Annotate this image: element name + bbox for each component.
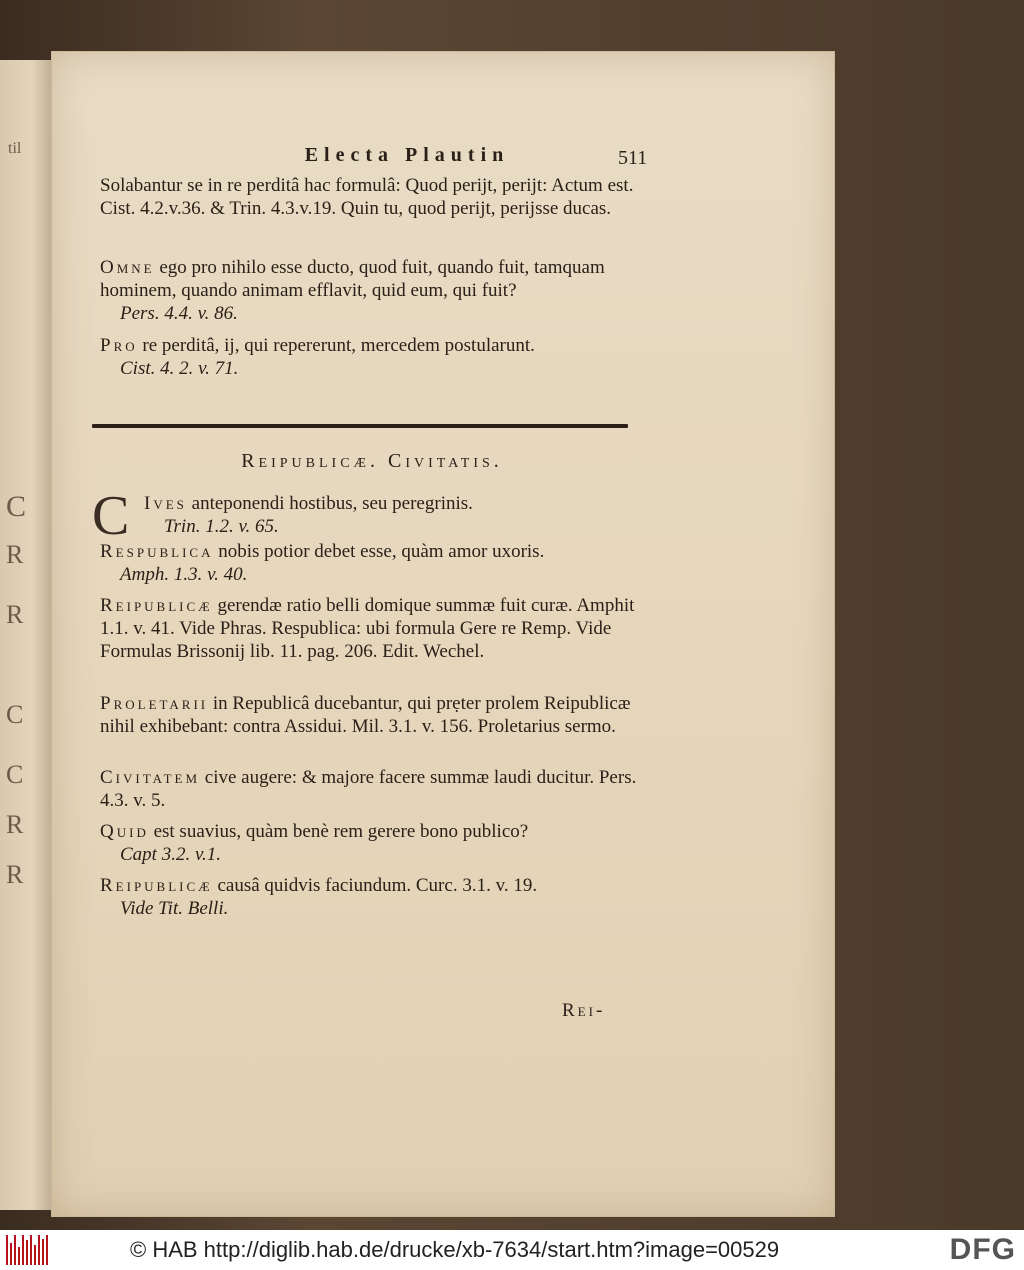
entry-text: est suavius, quàm benè rem gerere bono publico? bbox=[148, 821, 529, 842]
entry bbox=[100, 256, 655, 325]
entry-text: causâ quidvis faciundum. Curc. 3.1. v. 19. bbox=[212, 875, 538, 896]
entry bbox=[100, 820, 655, 866]
entry-lead: Ives bbox=[144, 493, 187, 514]
entry-lead: Quid bbox=[100, 821, 149, 842]
section-title: Reipublicæ. Civitatis. bbox=[241, 450, 503, 472]
entry-lead: Reipublicæ bbox=[100, 875, 213, 896]
catchword: Rei- bbox=[562, 1000, 606, 1021]
entry bbox=[100, 692, 655, 738]
entry-lead: Civitatem bbox=[100, 767, 201, 788]
entry-reference: Amph. 1.3. v. 40. bbox=[120, 564, 248, 585]
prev-page-fragment: R bbox=[6, 600, 24, 629]
entry-lead: Omne bbox=[100, 257, 155, 278]
prev-page-fragment: R bbox=[6, 810, 24, 839]
page-number: 511 bbox=[618, 147, 648, 169]
dfg-logo: DFG bbox=[949, 1233, 1016, 1266]
prev-page-fragment: til bbox=[8, 140, 22, 157]
prev-page-fragment: C bbox=[6, 700, 24, 729]
entry bbox=[100, 766, 655, 812]
entry-text: anteponendi hostibus, seu peregrinis. bbox=[186, 493, 473, 514]
prev-page-fragment: C bbox=[6, 490, 27, 523]
entry-reference: Vide Tit. Belli. bbox=[120, 898, 229, 919]
footer-bar bbox=[0, 1230, 1024, 1270]
entry-text: ego pro nihilo esse ducto, quod fuit, quando fuit, tamquam hominem, quando animam efflavit, quid eum, qui fuit? bbox=[100, 257, 605, 301]
entry-lead: Pro bbox=[100, 335, 138, 356]
prev-page-fragment: R bbox=[6, 860, 24, 889]
entry bbox=[100, 174, 655, 220]
book-page bbox=[52, 52, 834, 1216]
entry bbox=[100, 540, 655, 586]
entry-lead: Reipublicæ bbox=[100, 595, 213, 616]
entry-reference: Cist. 4. 2. v. 71. bbox=[120, 358, 239, 379]
entry-reference: Capt 3.2. v.1. bbox=[120, 844, 221, 865]
entry-text: gerendæ ratio belli domique summæ fuit curæ. Amphit 1.1. v. 41. Vide Phras. Respublica: ubi formula Gere re Remp. Vide Formulas Brissonij lib. 11. pag. 206. Edit. Wechel. bbox=[100, 595, 635, 662]
copyright-link[interactable]: © HAB http://diglib.hab.de/drucke/xb-7634/start.htm?image=00529 bbox=[130, 1237, 780, 1262]
entry bbox=[144, 492, 654, 538]
entry-text: nobis potior debet esse, quàm amor uxoris. bbox=[213, 541, 545, 562]
entry-text: re perditâ, ij, qui repererunt, mercedem postularunt. bbox=[137, 335, 535, 356]
section-rule bbox=[92, 424, 628, 428]
entry-reference: Trin. 1.2. v. 65. bbox=[164, 516, 279, 537]
drop-capital: C bbox=[92, 485, 130, 547]
entry-lead: Respublica bbox=[100, 541, 214, 562]
entry-reference: Pers. 4.4. v. 86. bbox=[120, 303, 238, 324]
hab-logo-icon bbox=[6, 1235, 50, 1265]
prev-page-fragment: C bbox=[6, 760, 24, 789]
entry-text: Solabantur se in re perditâ hac formulâ: Quod perijt, perijt: Actum est. Cist. 4.2.v.36. & Trin. 4.3.v.19. Quin tu, quod perijt, perijsse ducas. bbox=[100, 175, 634, 219]
entry-lead: Proletarii bbox=[100, 693, 209, 714]
running-head: Electa Plautin bbox=[304, 144, 510, 166]
prev-page-fragment: R bbox=[6, 540, 24, 569]
previous-page-edge bbox=[0, 60, 54, 1210]
entry bbox=[100, 874, 655, 920]
entry-text: cive augere: & majore facere summæ laudi ducitur. Pers. 4.3. v. 5. bbox=[100, 767, 637, 811]
entry bbox=[100, 334, 655, 380]
entry-text: in Republicâ ducebantur, qui prẹter prolem Reipublicæ nihil exhibebant: contra Assidui. Mil. 3.1. v. 156. Proletarius sermo. bbox=[100, 693, 631, 737]
entry bbox=[100, 594, 655, 663]
